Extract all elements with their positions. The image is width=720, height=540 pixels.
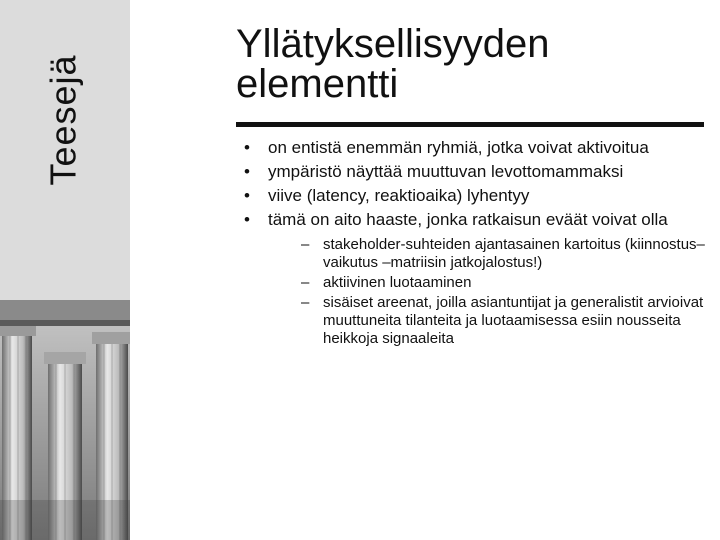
bullet-list: [244, 138, 714, 348]
bullet-item: [244, 186, 714, 206]
sub-bullet-text: stakeholder-suhteiden ajantasainen kartoitus (kiinnostus–vaikutus –matriisin jatkojalostus!): [323, 236, 705, 271]
sub-bullet-text: aktiivinen luotaaminen: [323, 274, 472, 291]
bullet-text: viive (latency, reaktioaika) lyhentyy: [268, 186, 530, 205]
slide-title: Yllätyksellisyyden elementti: [236, 22, 550, 106]
sub-bullet-item: [301, 274, 714, 292]
sub-bullet-item: [301, 236, 714, 272]
bullet-marker: •: [244, 162, 250, 181]
sidebar-label-container: [34, 10, 94, 230]
bullet-text: ympäristö näyttää muuttuvan levottomammaksi: [268, 162, 624, 181]
sub-bullet-marker: –: [301, 294, 310, 311]
bullet-item: [244, 138, 714, 158]
bullet-text: tämä on aito haaste, jonka ratkaisun eväät voivat olla: [268, 210, 668, 229]
greek-columns-image: [0, 300, 130, 540]
bullet-item: [244, 162, 714, 182]
bullet-marker: •: [244, 186, 250, 205]
slide-content: [244, 138, 714, 352]
sub-bullet-marker: –: [301, 274, 310, 291]
left-decorative-panel: [0, 0, 130, 540]
bullet-marker: •: [244, 210, 250, 229]
sidebar-label: Teesejä: [43, 54, 84, 186]
sub-bullet-item: [301, 294, 714, 348]
sub-bullet-text: sisäiset areenat, joilla asiantuntijat ja generalistit arvioivat muuttuneita tilanteita ja luotaamisessa esiin nousseita heikkoja signaaleita: [323, 294, 704, 347]
bullet-text: on entistä enemmän ryhmiä, jotka voivat aktivoitua: [268, 138, 649, 157]
bullet-item: [244, 210, 714, 348]
sub-bullet-marker: –: [301, 236, 310, 253]
bullet-marker: •: [244, 138, 250, 157]
sub-bullet-list: [268, 236, 714, 348]
title-divider: [236, 122, 704, 127]
